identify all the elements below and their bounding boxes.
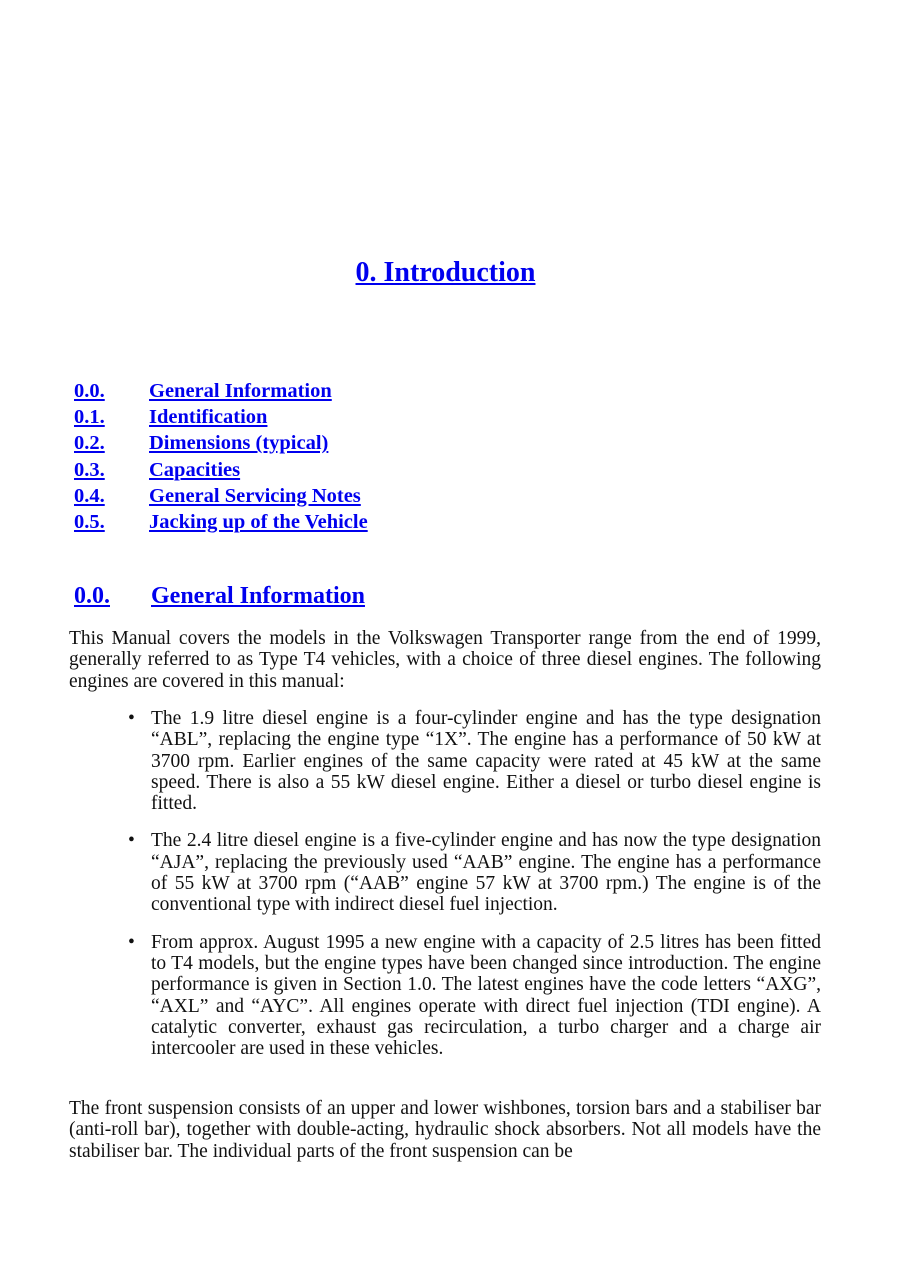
toc-label-link[interactable]: Identification (149, 406, 268, 429)
table-of-contents (74, 378, 774, 535)
toc-label-link[interactable]: Capacities (149, 458, 241, 481)
bullet-icon: • (128, 931, 135, 953)
toc-item-dimensions (74, 430, 774, 456)
intro-paragraph: This Manual covers the models in the Volkswagen Transporter range from the end of 1999, generally referred to as Type T4 vehicles, with a choice of three diesel engines. The following engines are covered in this manual: (69, 628, 821, 692)
list-item-text: The 2.4 litre diesel engine is a five-cylinder engine and has now the type designation “AJA”, replacing the previously used “AAB” engine. The engine has a performance of 55 kW at 3700 rpm (“AAB” engine 57 kW at 3700 rpm.) The engine is of the conventional type with indirect diesel fuel injection. (151, 830, 821, 916)
toc-item-general-servicing-notes (74, 483, 774, 509)
bullet-icon: • (128, 830, 135, 852)
toc-item-jacking-up (74, 509, 774, 535)
toc-number-link[interactable]: 0.3. (74, 458, 105, 481)
section-heading (74, 580, 365, 612)
page-title-link[interactable]: 0. Introduction (355, 257, 536, 288)
toc-number-link[interactable]: 0.1. (74, 406, 105, 429)
toc-number-link[interactable]: 0.0. (74, 380, 105, 402)
section-title-link[interactable]: General Information (151, 583, 365, 609)
toc-label-link[interactable]: Dimensions (typical) (149, 432, 329, 455)
list-item (128, 830, 821, 916)
list-item-text: From approx. August 1995 a new engine with a capacity of 2.5 litres has been fitted to T4 models, but the engine types have been changed since introduction. The engine performance is given in Section 1.0. The latest engines have the code letters “AXG”, “AXL” and “AYC”. All engines operate with direct fuel injection (TDI engine). A catalytic converter, exhaust gas recirculation, a turbo charger and a charge air intercooler are used in these vehicles. (151, 931, 821, 1060)
suspension-paragraph: The front suspension consists of an upper and lower wishbones, torsion bars and a stabiliser bar (anti-roll bar), together with double-acting, hydraulic shock absorbers. Not all models have the stabiliser bar. The individual parts of the front suspension can be (69, 1098, 821, 1162)
list-item (128, 708, 821, 815)
toc-number-link[interactable]: 0.4. (74, 484, 105, 507)
toc-item-general-information (74, 378, 774, 404)
toc-number-link[interactable]: 0.2. (74, 432, 105, 455)
toc-item-identification (74, 404, 774, 430)
list-item (128, 931, 821, 1060)
toc-label-link[interactable]: Jacking up of the Vehicle (149, 510, 368, 533)
bullet-icon: • (128, 708, 135, 729)
list-item-text: The 1.9 litre diesel engine is a four-cylinder engine and has the type designation “ABL”, replacing the engine type “1X”. The engine has a performance of 50 kW at 3700 rpm. Earlier engines of the same capacity were rated at 45 kW at the same speed. There is also a 55 kW diesel engine. Either a diesel or turbo diesel engine is fitted. (151, 708, 821, 815)
section-number-link[interactable]: 0.0. (74, 583, 110, 609)
toc-item-capacities (74, 457, 774, 483)
toc-number-link[interactable]: 0.5. (74, 510, 105, 533)
engine-list (128, 708, 821, 1075)
toc-label-link[interactable]: General Information (149, 380, 332, 402)
toc-label-link[interactable]: General Servicing Notes (149, 484, 361, 507)
page-title (0, 255, 891, 291)
